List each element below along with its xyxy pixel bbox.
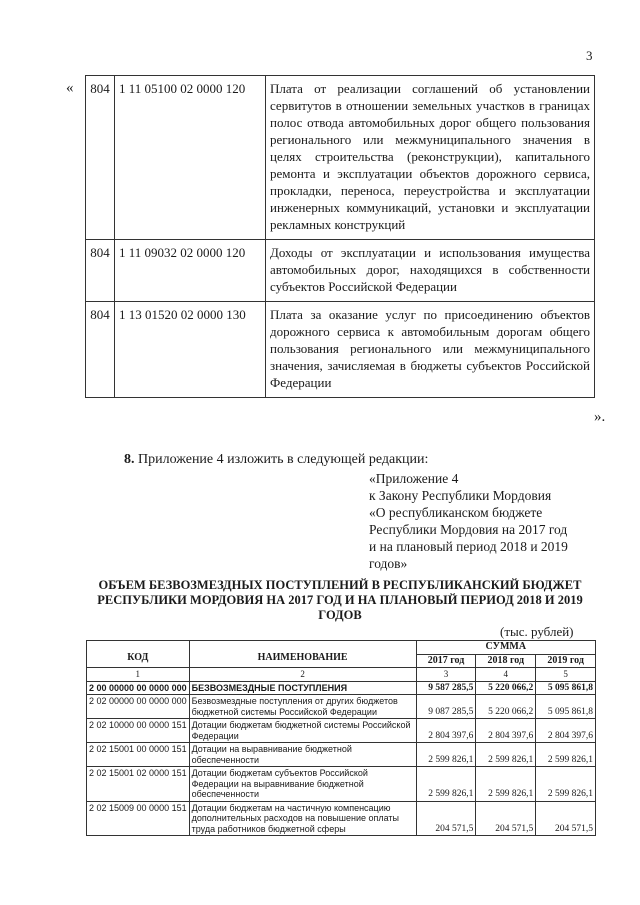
page-number: 3 (586, 48, 593, 63)
row-code: 2 02 15001 00 0000 151 (87, 743, 190, 767)
row-name: Дотации на выравнивание бюджетной обеспеченности (189, 743, 416, 767)
amount-2019: 204 571,5 (536, 801, 596, 836)
heading-line: РЕСПУБЛИКИ МОРДОВИЯ НА 2017 ГОД И НА ПЛАНОВЫЙ ПЕРИОД 2018 И 2019 (97, 593, 583, 607)
document-heading (80, 578, 600, 623)
table-row (86, 76, 595, 240)
table-row (87, 767, 596, 802)
row-name: БЕЗВОЗМЕЗДНЫЕ ПОСТУПЛЕНИЯ (189, 681, 416, 695)
admin-code: 804 (86, 240, 115, 302)
column-number: 3 (416, 668, 476, 682)
column-number: 2 (189, 668, 416, 682)
appendix-line: «Приложение 4 (369, 471, 459, 486)
row-code: 2 02 15009 00 0000 151 (87, 801, 190, 836)
header-year-2018: 2018 год (476, 654, 536, 668)
amount-2018: 204 571,5 (476, 801, 536, 836)
appendix-line: и на плановый период 2018 и 2019 (369, 539, 568, 554)
header-year-2017: 2017 год (416, 654, 476, 668)
amendment-paragraph (124, 452, 428, 468)
amount-2018: 5 220 066,2 (476, 695, 536, 719)
header-sum: СУММА (416, 641, 595, 655)
header-row (87, 641, 596, 655)
units-label: (тыс. рублей) (500, 624, 574, 639)
column-number: 1 (87, 668, 190, 682)
amount-2017: 204 571,5 (416, 801, 476, 836)
amount-2018: 2 804 397,6 (476, 719, 536, 743)
appendix-line: к Закону Республики Мордовия (369, 488, 552, 503)
row-code: 2 02 10000 00 0000 151 (87, 719, 190, 743)
amount-2017: 9 587 285,5 (416, 681, 476, 695)
closing-quote: ». (594, 409, 606, 425)
amount-2017: 2 599 826,1 (416, 743, 476, 767)
amount-2018: 2 599 826,1 (476, 743, 536, 767)
table-row (87, 743, 596, 767)
row-code: 2 00 00000 00 0000 000 (87, 681, 190, 695)
row-code: 2 02 15001 02 0000 151 (87, 767, 190, 802)
amount-2019: 2 804 397,6 (536, 719, 596, 743)
amount-2019: 5 095 861,8 (536, 695, 596, 719)
table-row (87, 695, 596, 719)
table-row (87, 681, 596, 695)
section-text: Приложение 4 изложить в следующей редакции: (134, 452, 429, 467)
row-code: 2 02 00000 00 0000 000 (87, 695, 190, 719)
revenue-codes-table (85, 75, 595, 398)
amount-2017: 2 599 826,1 (416, 767, 476, 802)
opening-quote: « (66, 80, 74, 96)
appendix-line: «О республиканском бюджете (369, 505, 543, 520)
row-name: Дотации бюджетам субъектов Российской Федерации на выравнивание бюджетной обеспеченности (189, 767, 416, 802)
revenue-description: Плата за оказание услуг по присоединению объектов дорожного сервиса к автомобильным дорогам общего пользования регионального или межмуниципального значения, зачисляемая в бюджеты субъектов Российской Федерации (266, 302, 595, 398)
revenue-description: Доходы от эксплуатации и использования имущества автомобильных дорог, находящихся в собственности субъектов Российской Федерации (266, 240, 595, 302)
appendix-line: годов» (369, 556, 408, 571)
table-row (86, 240, 595, 302)
appendix-line: Республики Мордовия на 2017 год (369, 522, 568, 537)
admin-code: 804 (86, 76, 115, 240)
amount-2017: 9 087 285,5 (416, 695, 476, 719)
admin-code: 804 (86, 302, 115, 398)
appendix-reference (369, 470, 568, 572)
revenue-code: 1 13 01520 02 0000 130 (115, 302, 266, 398)
revenue-code: 1 11 05100 02 0000 120 (115, 76, 266, 240)
amount-2018: 5 220 066,2 (476, 681, 536, 695)
revenue-description: Плата от реализации соглашений об установлении сервитутов в отношении земельных участков в границах полос отвода автомобильных дорог общего пользования регионального или межмуниципального значения в целях строительства (реконструкции), капитального ремонта и эксплуатации объектов дорожного сервиса, прокладки, переноса, переустройства и эксплуатации инженерных коммуникаций, установки и эксплуатации рекламных конструкций (266, 76, 595, 240)
amount-2019: 2 599 826,1 (536, 743, 596, 767)
header-name: НАИМЕНОВАНИЕ (189, 641, 416, 668)
column-number: 4 (476, 668, 536, 682)
heading-line: ГОДОВ (318, 608, 362, 622)
header-year-2019: 2019 год (536, 654, 596, 668)
revenue-code: 1 11 09032 02 0000 120 (115, 240, 266, 302)
column-number: 5 (536, 668, 596, 682)
column-numbers-row (87, 668, 596, 682)
revenue-amounts-table (86, 640, 596, 836)
table-row (87, 801, 596, 836)
row-name: Дотации бюджетам на частичную компенсацию дополнительных расходов на повышение оплаты труда работников бюджетной сферы (189, 801, 416, 836)
heading-line: ОБЪЕМ БЕЗВОЗМЕЗДНЫХ ПОСТУПЛЕНИЙ В РЕСПУБЛИКАНСКИЙ БЮДЖЕТ (98, 578, 582, 592)
amount-2019: 5 095 861,8 (536, 681, 596, 695)
table-row (86, 302, 595, 398)
row-name: Безвозмездные поступления от других бюджетов бюджетной системы Российской Федерации (189, 695, 416, 719)
table-row (87, 719, 596, 743)
amount-2018: 2 599 826,1 (476, 767, 536, 802)
amount-2017: 2 804 397,6 (416, 719, 476, 743)
header-code: КОД (87, 641, 190, 668)
section-number: 8. (124, 452, 135, 467)
amount-2019: 2 599 826,1 (536, 767, 596, 802)
row-name: Дотации бюджетам бюджетной системы Российской Федерации (189, 719, 416, 743)
